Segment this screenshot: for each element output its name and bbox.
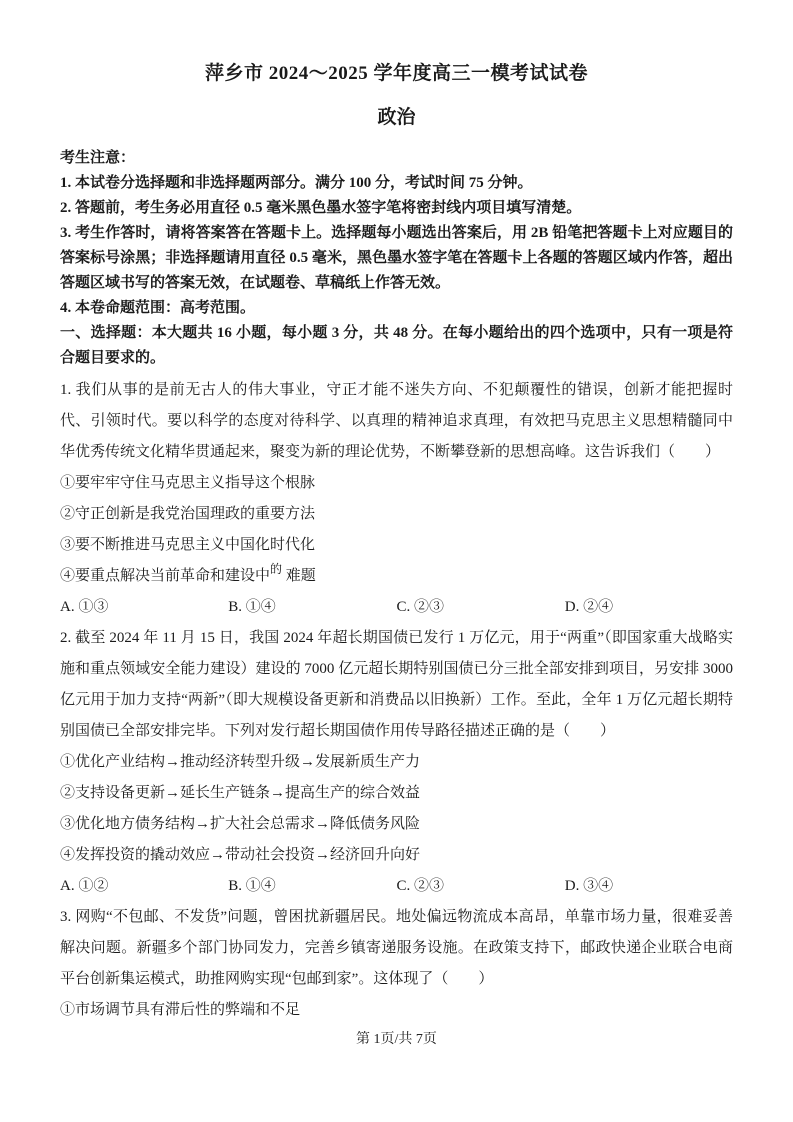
paper-subject: 政治 — [377, 107, 416, 128]
choice-b: B. ①④ — [228, 878, 276, 894]
question-2-statement-2: ②支持设备更新→延长生产链条→提高生产的综合效益 — [60, 785, 421, 801]
choice-c: C. ②③ — [396, 599, 445, 615]
question-1-stem: 1. 我们从事的是前无古人的伟大事业，守正才能不迷失方向、不犯颠覆性的错误，创新才能把握时代、引领时代。要以科学的态度对待科学、以真理的精神追求真理，有效把马克思主义思想精髓同中华优秀传统文化精华贯通起来，聚变为新的理论优势，不断攀登新的思想高峰。这告诉我们（ ） — [60, 382, 733, 460]
question-2-statement-4: ④发挥投资的撬动效应→带动社会投资→经济回升向好 — [60, 847, 421, 863]
question-2-statement-3: ③优化地方债务结构→扩大社会总需求→降低债务风险 — [60, 816, 421, 832]
notice-item-4: 4. 本卷命题范围：高考范围。 — [60, 300, 256, 316]
question-1-choices — [60, 592, 733, 623]
notice-item-2: 2. 答题前，考生务必用直径 0.5 毫米黑色墨水签字笔将密封线内项目填写清楚。 — [60, 200, 582, 216]
question-2 — [60, 623, 733, 902]
statement-4-pre: ④要重点解决当前革命和建设中 — [60, 568, 271, 584]
question-2-choices — [60, 871, 733, 902]
section-heading: 一、选择题：本大题共 16 小题，每小题 3 分，共 48 分。在每小题给出的四个选项中，只有一项是符合题目要求的。 — [60, 325, 733, 366]
page-footer: 第 1页/共 7页 — [356, 1032, 437, 1047]
question-1-statement-3: ③要不断推进马克思主义中国化时代化 — [60, 537, 316, 553]
question-2-stem: 2. 截至 2024 年 11 月 15 日，我国 2024 年超长期国债已发行 1 万亿元，用于“两重”（即国家重大战略实施和重点领域安全能力建设）建设的 7000 亿元超长期特别国债已分三批全部安排到项目，另安排 3000 亿元用于加力支持“两新”（即大规模设备更新和消费品以旧换新）工作。至此，全年 1 万亿元超长期特别国债已全部安排完毕。下列对发行超长期国债作用传导路径描述正确的是（ ） — [60, 630, 733, 739]
question-1 — [60, 375, 733, 623]
question-1-statement-1: ①要牢牢守住马克思主义指导这个根脉 — [60, 475, 316, 491]
question-2-statement-1: ①优化产业结构→推动经济转型升级→发展新质生产力 — [60, 754, 421, 770]
notice-label: 考生注意： — [60, 150, 136, 166]
choice-b: B. ①④ — [228, 599, 276, 615]
question-1-statement-4 — [60, 561, 733, 592]
notice-item-1: 1. 本试卷分选择题和非选择题两部分。满分 100 分，考试时间 75 分钟。 — [60, 175, 533, 191]
notice-section — [60, 146, 733, 321]
choice-c: C. ②③ — [396, 878, 445, 894]
choice-a: A. ①③ — [60, 599, 109, 615]
statement-4-superscript: 的 — [270, 562, 283, 576]
question-1-statement-2: ②守正创新是我党治国理政的重要方法 — [60, 506, 316, 522]
choice-a: A. ①② — [60, 878, 109, 894]
question-3-stem: 3. 网购“不包邮、不发货”问题，曾困扰新疆居民。地处偏远物流成本高昂，单靠市场力量，很难妥善解决问题。新疆多个部门协同发力，完善乡镇寄递服务设施。在政策支持下，邮政快递企业联合电商平台创新集运模式，助推网购实现“包邮到家”。这体现了（ ） — [60, 909, 733, 987]
statement-4-post: 难题 — [282, 568, 316, 584]
choice-d: D. ③④ — [564, 878, 614, 894]
choice-d: D. ②④ — [564, 599, 614, 615]
question-3 — [60, 902, 733, 1026]
notice-item-3: 3. 考生作答时，请将答案答在答题卡上。选择题每小题选出答案后，用 2B 铅笔把答题卡上对应题目的答案标号涂黑；非选择题请用直径 0.5 毫米，黑色墨水签字笔在答题卡上各题的答题区域内作答，超出答题区域书写的答案无效，在试题卷、草稿纸上作答无效。 — [60, 225, 733, 291]
paper-title: 萍乡市 2024～2025 学年度高三一模考试试卷 — [204, 63, 588, 84]
question-3-statement-1: ①市场调节具有滞后性的弊端和不足 — [60, 1002, 301, 1018]
